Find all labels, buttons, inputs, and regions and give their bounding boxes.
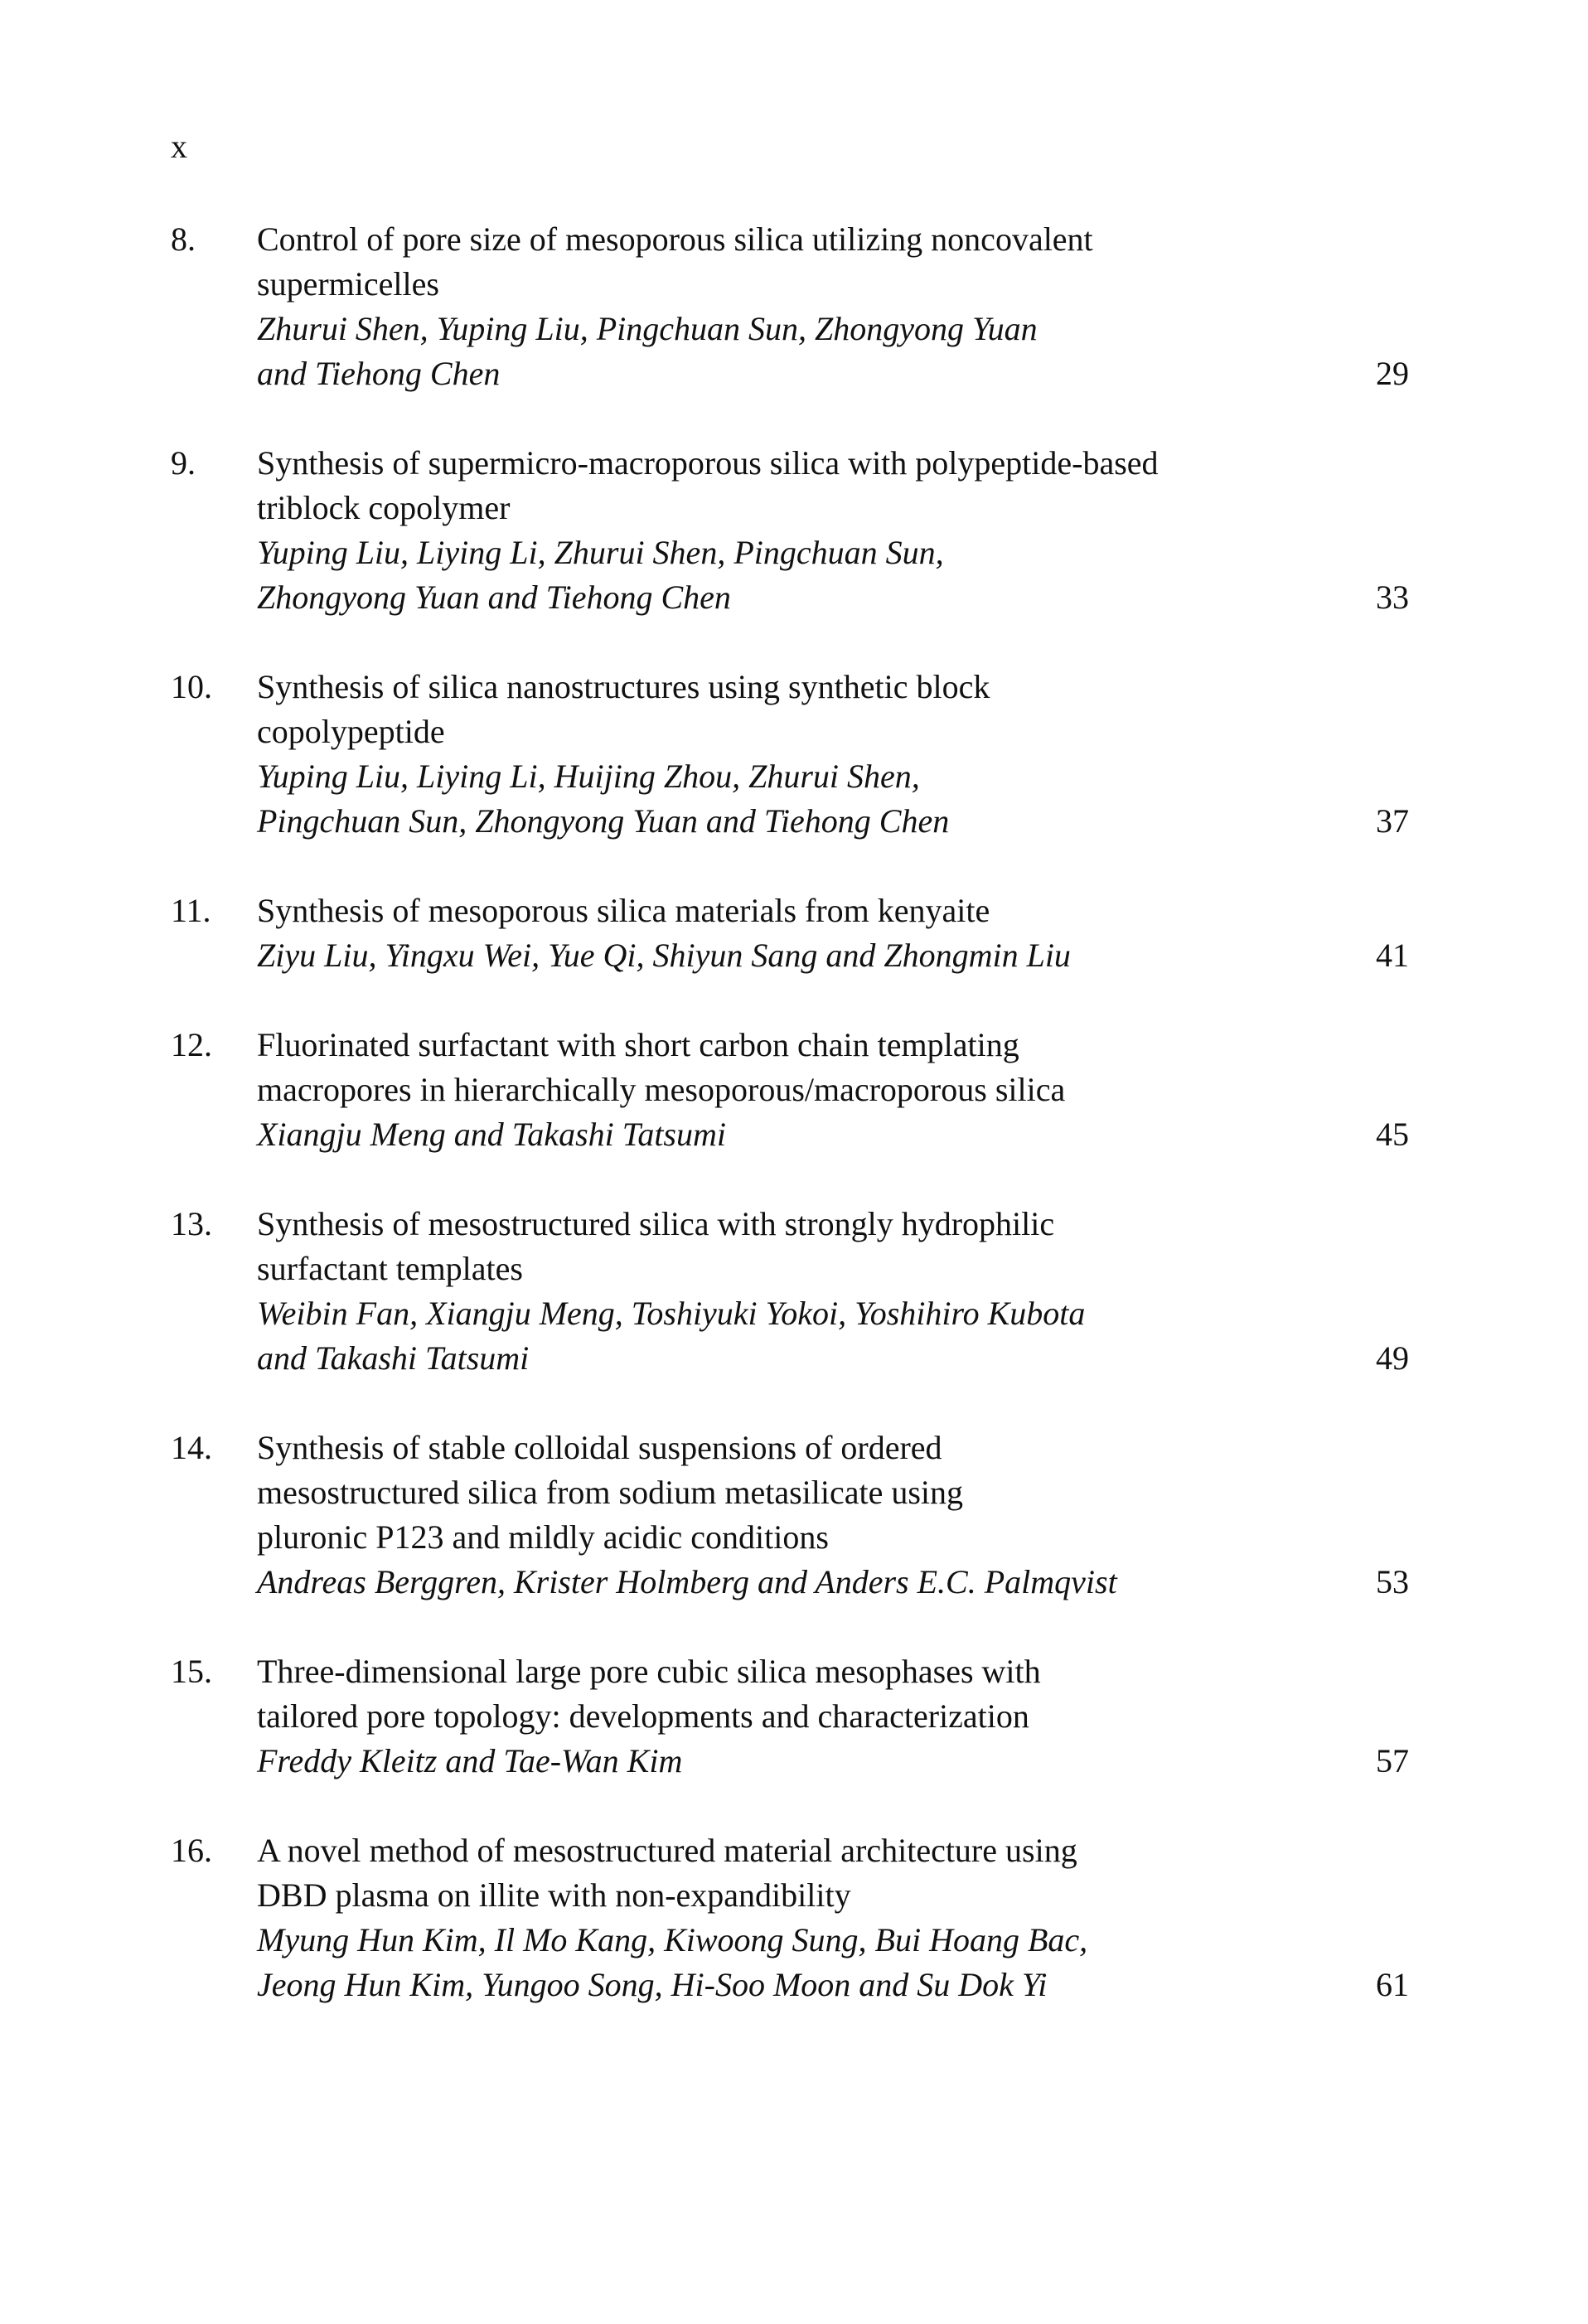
entry-title-line: Synthesis of supermicro-macroporous silica with polypeptide-based xyxy=(257,444,1159,482)
entry-title-line: Synthesis of mesostructured silica with strongly hydrophilic xyxy=(257,1205,1055,1242)
entry-authors-line: and Tiehong Chen xyxy=(257,355,501,392)
entry-page-number: 45 xyxy=(1376,1116,1409,1153)
entry-authors-line: Ziyu Liu, Yingxu Wei, Yue Qi, Shiyun Sang and Zhongmin Liu xyxy=(257,937,1071,974)
toc-entry-8 xyxy=(171,217,1422,396)
entry-number: 11. xyxy=(171,892,211,929)
entry-title-line: A novel method of mesostructured material architecture using xyxy=(257,1832,1077,1869)
entry-body xyxy=(257,441,1334,620)
entry-title-line: Synthesis of mesoporous silica materials from kenyaite xyxy=(257,892,990,929)
entry-title-line: pluronic P123 and mildly acidic conditions xyxy=(257,1518,829,1556)
entry-number: 9. xyxy=(171,444,196,482)
entry-authors-line: Myung Hun Kim, Il Mo Kang, Kiwoong Sung, Bui Hoang Bac, xyxy=(257,1921,1088,1958)
entry-page-number: 53 xyxy=(1376,1563,1409,1600)
entry-authors-line: Freddy Kleitz and Tae-Wan Kim xyxy=(257,1742,683,1779)
entry-number: 12. xyxy=(171,1026,212,1063)
entry-title-line: macropores in hierarchically mesoporous/macroporous silica xyxy=(257,1071,1066,1108)
entry-body xyxy=(257,1023,1334,1157)
entry-authors-line: Zhongyong Yuan and Tiehong Chen xyxy=(257,579,731,616)
entry-title-line: Three-dimensional large pore cubic silica mesophases with xyxy=(257,1653,1041,1690)
entry-title-line: mesostructured silica from sodium metasilicate using xyxy=(257,1474,964,1511)
entry-number: 16. xyxy=(171,1832,212,1869)
entry-title-line: copolypeptide xyxy=(257,713,445,750)
entry-title-line: Control of pore size of mesoporous silica utilizing noncovalent xyxy=(257,220,1093,258)
entry-page-number: 29 xyxy=(1376,355,1409,392)
entry-title-line: Synthesis of stable colloidal suspensions of ordered xyxy=(257,1429,942,1466)
entry-authors-line: Jeong Hun Kim, Yungoo Song, Hi-Soo Moon and Su Dok Yi xyxy=(257,1966,1048,2003)
entry-page-number: 41 xyxy=(1376,937,1409,974)
toc-entry-14 xyxy=(171,1426,1422,1605)
entry-title-line: surfactant templates xyxy=(257,1250,523,1287)
entry-number: 8. xyxy=(171,220,196,258)
entry-number: 10. xyxy=(171,668,212,705)
toc-entry-11 xyxy=(171,888,1422,978)
entry-authors-line: Pingchuan Sun, Zhongyong Yuan and Tiehong Chen xyxy=(257,802,950,840)
entry-title-line: tailored pore topology: developments and characterization xyxy=(257,1697,1029,1735)
toc-entry-12 xyxy=(171,1023,1422,1157)
entry-body xyxy=(257,1202,1334,1381)
entry-authors-line: Yuping Liu, Liying Li, Zhurui Shen, Pingchuan Sun, xyxy=(257,534,944,571)
entry-authors-line: Zhurui Shen, Yuping Liu, Pingchuan Sun, Zhongyong Yuan xyxy=(257,310,1038,347)
entry-authors-line: Weibin Fan, Xiangju Meng, Toshiyuki Yokoi, Yoshihiro Kubota xyxy=(257,1295,1086,1332)
entry-authors-line: Andreas Berggren, Krister Holmberg and Anders E.C. Palmqvist xyxy=(257,1563,1117,1600)
entry-body xyxy=(257,1828,1334,2007)
entry-page-number: 49 xyxy=(1376,1339,1409,1377)
page-number: x xyxy=(171,128,187,165)
entry-body xyxy=(257,665,1334,844)
toc-entry-10 xyxy=(171,665,1422,844)
entry-body xyxy=(257,217,1334,396)
toc-entry-16 xyxy=(171,1828,1422,2007)
toc-entry-15 xyxy=(171,1649,1422,1784)
entry-authors-line: Yuping Liu, Liying Li, Huijing Zhou, Zhurui Shen, xyxy=(257,758,920,795)
entry-page-number: 33 xyxy=(1376,579,1409,616)
entry-title-line: Synthesis of silica nanostructures using synthetic block xyxy=(257,668,990,705)
toc-entry-13 xyxy=(171,1202,1422,1381)
table-of-contents xyxy=(171,217,1422,2052)
entry-number: 15. xyxy=(171,1653,212,1690)
entry-authors-line: Xiangju Meng and Takashi Tatsumi xyxy=(257,1116,726,1153)
entry-title-line: supermicelles xyxy=(257,265,439,303)
toc-entry-9 xyxy=(171,441,1422,620)
entry-title-line: DBD plasma on illite with non-expandibility xyxy=(257,1876,851,1914)
entry-title-line: Fluorinated surfactant with short carbon chain templating xyxy=(257,1026,1019,1063)
entry-page-number: 37 xyxy=(1376,802,1409,840)
entry-number: 13. xyxy=(171,1205,212,1242)
entry-body xyxy=(257,1426,1334,1605)
entry-page-number: 57 xyxy=(1376,1742,1409,1779)
entry-body xyxy=(257,888,1334,978)
entry-authors-line: and Takashi Tatsumi xyxy=(257,1339,530,1377)
entry-body xyxy=(257,1649,1334,1784)
entry-title-line: triblock copolymer xyxy=(257,489,511,526)
entry-page-number: 61 xyxy=(1376,1966,1409,2003)
entry-number: 14. xyxy=(171,1429,212,1466)
